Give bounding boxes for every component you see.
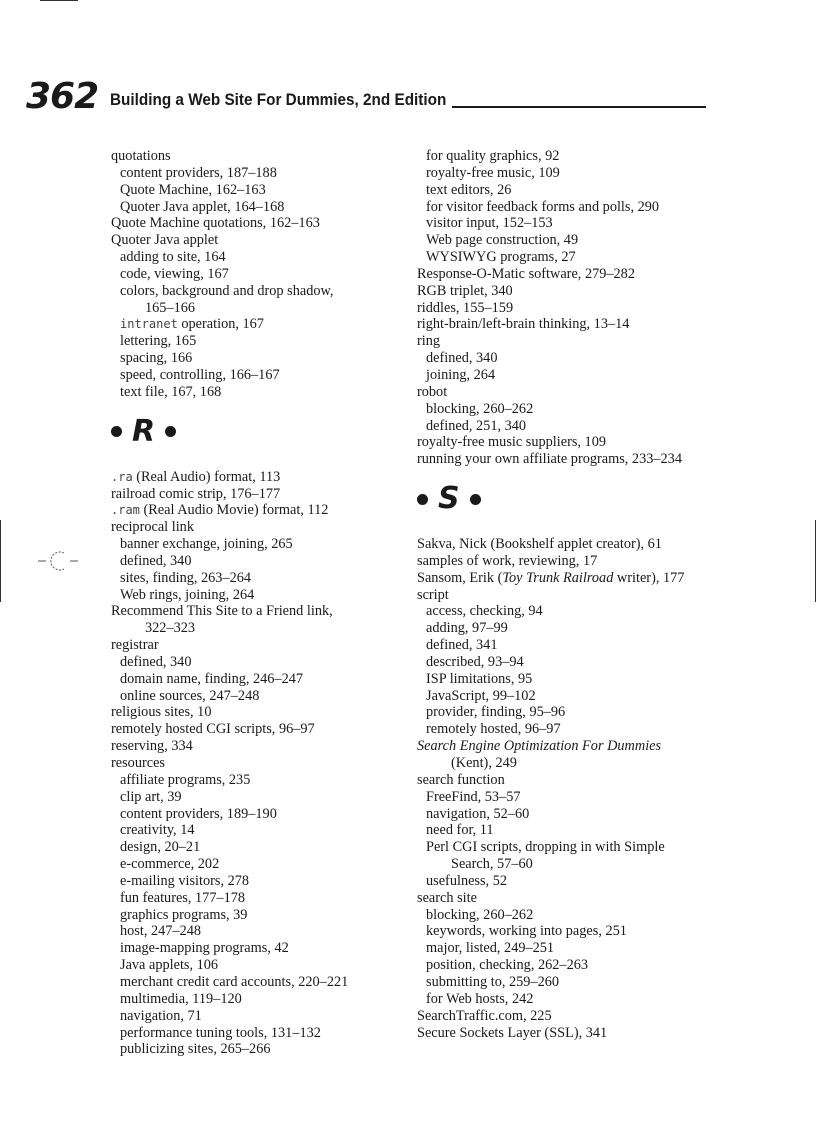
index-entry (111, 232, 406, 249)
entry-text: navigation, 52–60 (426, 805, 530, 822)
entry-text: blocking, 260–262 (426, 906, 534, 923)
bullet-icon (111, 426, 122, 437)
entry-text: SearchTraffic.com, 225 (417, 1007, 552, 1024)
entry-text: (Real Audio Movie) format, 112 (139, 502, 329, 519)
entry-text: remotely hosted CGI scripts, 96–97 (111, 721, 315, 738)
entry-text: 322–323 (145, 620, 196, 637)
index-subentry (417, 637, 717, 654)
entry-text: provider, finding, 95–96 (426, 704, 566, 721)
entry-text: sites, finding, 263–264 (120, 569, 252, 586)
index-subentry (417, 165, 717, 182)
index-entry (111, 502, 406, 519)
index-subentry (417, 907, 717, 924)
entry-text: search site (417, 889, 477, 906)
section-letter-heading (417, 478, 717, 520)
index-subentry (111, 923, 406, 940)
index-entry (417, 384, 717, 401)
index-entry (417, 333, 717, 350)
entry-text: navigation, 71 (120, 1007, 202, 1024)
index-entry (111, 704, 406, 721)
index-column-right (417, 148, 717, 1041)
index-entry (111, 148, 406, 165)
entry-text: e-commerce, 202 (120, 856, 220, 873)
entry-text: position, checking, 262–263 (426, 957, 589, 974)
index-subentry (111, 1025, 406, 1042)
index-subentry (111, 822, 406, 839)
entry-text: Search, 57–60 (451, 856, 533, 873)
crop-mark-left (0, 520, 1, 602)
code-term: .ram (111, 503, 140, 518)
index-subentry (417, 923, 717, 940)
registration-mark-icon (36, 548, 80, 574)
index-subentry (111, 316, 406, 333)
entry-text: resources (111, 755, 165, 771)
index-subentry (417, 199, 717, 216)
entry-text: reciprocal link (111, 519, 194, 536)
index-entry (417, 316, 717, 333)
entry-text: JavaScript, 99–102 (426, 687, 536, 704)
entry-text: Quote Machine quotations, 162–163 (111, 215, 320, 232)
entry-text: Web rings, joining, 264 (120, 586, 255, 603)
entry-text: royalty-free music, 109 (426, 164, 560, 181)
index-subentry (417, 991, 717, 1008)
bullet-icon (417, 494, 428, 505)
entry-text: Java applets, 106 (120, 957, 219, 974)
entry-text: for Web hosts, 242 (426, 990, 534, 1007)
index-subentry (111, 570, 406, 587)
index-entry (417, 536, 717, 553)
index-entry (417, 451, 717, 468)
entry-text: railroad comic strip, 176–177 (111, 485, 281, 502)
index-subentry (111, 772, 406, 789)
index-subentry (111, 873, 406, 890)
code-term: .ra (111, 469, 133, 484)
code-term: intranet (120, 317, 178, 332)
index-subentry (111, 587, 406, 604)
index-entry (417, 1008, 717, 1025)
entry-text: Response-O-Matic software, 279–282 (417, 265, 635, 282)
index-entry (417, 890, 717, 907)
index-subentry (111, 367, 406, 384)
entry-text: reserving, 334 (111, 738, 193, 755)
entry-text: joining, 264 (426, 366, 496, 383)
entry-text: remotely hosted, 96–97 (426, 721, 561, 738)
index-subentry (417, 148, 717, 165)
index-continuation (111, 620, 406, 637)
index-subentry (111, 789, 406, 806)
entry-text: banner exchange, joining, 265 (120, 536, 293, 553)
index-subentry (111, 806, 406, 823)
entry-text: adding to site, 164 (120, 249, 226, 266)
index-subentry (417, 215, 717, 232)
index-subentry (111, 1008, 406, 1025)
index-entry (111, 721, 406, 738)
index-entry (111, 519, 406, 536)
entry-text: Quoter Java applet, 164–168 (120, 198, 285, 215)
section-letter: R (132, 413, 156, 449)
index-subentry (111, 249, 406, 266)
index-subentry (111, 1041, 406, 1058)
index-subentry (111, 856, 406, 873)
index-subentry (417, 688, 717, 705)
entry-text: text file, 167, 168 (120, 383, 222, 400)
entry-text: speed, controlling, 166–167 (120, 366, 280, 383)
section-letter: S (438, 481, 460, 517)
index-subentry (111, 165, 406, 182)
entry-text: spacing, 166 (120, 350, 193, 367)
index-entry (417, 570, 717, 587)
entry-text: colors, background and drop shadow, (120, 282, 334, 299)
entry-text: usefulness, 52 (426, 872, 508, 889)
index-entry (111, 215, 406, 232)
entry-text: merchant credit card accounts, 220–221 (120, 973, 349, 990)
index-subentry (417, 671, 717, 688)
entry-text: Quote Machine, 162–163 (120, 181, 266, 198)
entry-text: defined, 251, 340 (426, 417, 527, 434)
entry-text: creativity, 14 (120, 822, 195, 839)
index-subentry (111, 333, 406, 350)
entry-text: host, 247–248 (120, 923, 202, 940)
index-subentry (417, 603, 717, 620)
index-subentry (417, 182, 717, 199)
crop-mark-top (40, 0, 78, 1)
index-subentry (417, 350, 717, 367)
index-subentry (417, 822, 717, 839)
entry-text: for quality graphics, 92 (426, 148, 560, 164)
index-entry (111, 603, 406, 620)
index-entry (417, 1025, 717, 1042)
entry-text: major, listed, 249–251 (426, 940, 555, 957)
index-subentry (111, 688, 406, 705)
index-column-left (111, 148, 406, 1058)
index-subentry (417, 232, 717, 249)
index-subentry (417, 839, 717, 856)
entry-text: defined, 340 (426, 350, 498, 367)
section-letter-heading (111, 411, 406, 453)
index-subentry (417, 940, 717, 957)
bullet-icon (165, 426, 176, 437)
index-subentry (111, 839, 406, 856)
index-subentry (111, 384, 406, 401)
index-subentry (111, 654, 406, 671)
index-subentry (417, 654, 717, 671)
index-entry (417, 587, 717, 604)
bullet-icon (470, 494, 481, 505)
entry-text: need for, 11 (426, 822, 494, 839)
entry-text: Web page construction, 49 (426, 232, 579, 249)
entry-text: Sakva, Nick (Bookshelf applet creator), 61 (417, 536, 662, 553)
index-entry (111, 738, 406, 755)
entry-text: domain name, finding, 246–247 (120, 670, 304, 687)
entry-text: (Kent), 249 (451, 755, 517, 771)
entry-text: graphics programs, 39 (120, 906, 248, 923)
index-subentry (417, 249, 717, 266)
entry-text: code, viewing, 167 (120, 265, 229, 282)
index-subentry (417, 873, 717, 890)
index-continuation (111, 300, 406, 317)
entry-text: ring (417, 333, 441, 350)
index-subentry (417, 721, 717, 738)
entry-text: Recommend This Site to a Friend link, (111, 603, 333, 620)
index-subentry (111, 199, 406, 216)
entry-title-italic: Toy Trunk Railroad (502, 569, 614, 586)
entry-text: multimedia, 119–120 (120, 990, 242, 1007)
entry-text: Perl CGI scripts, dropping in with Simple (426, 839, 665, 856)
index-entry (111, 755, 406, 772)
index-subentry (111, 890, 406, 907)
index-subentry (111, 266, 406, 283)
entry-title-italic: Search Engine Optimization For Dummies (417, 738, 662, 755)
entry-text: quotations (111, 148, 171, 164)
entry-text: content providers, 189–190 (120, 805, 277, 822)
entry-text: described, 93–94 (426, 653, 524, 670)
index-subentry (111, 536, 406, 553)
index-subentry (417, 418, 717, 435)
entry-text: Quoter Java applet (111, 232, 219, 249)
entry-text: image-mapping programs, 42 (120, 940, 289, 957)
entry-text: for visitor feedback forms and polls, 290 (426, 198, 660, 215)
index-entry (417, 266, 717, 283)
index-subentry (417, 367, 717, 384)
entry-text: access, checking, 94 (426, 603, 543, 620)
entry-text: publicizing sites, 265–266 (120, 1041, 271, 1058)
entry-text: FreeFind, 53–57 (426, 788, 521, 805)
index-entry (417, 300, 717, 317)
index-subentry (417, 704, 717, 721)
index-subentry (417, 974, 717, 991)
entry-text: ISP limitations, 95 (426, 670, 533, 687)
entry-text: samples of work, reviewing, 17 (417, 552, 598, 569)
index-subentry (111, 957, 406, 974)
entry-text: religious sites, 10 (111, 704, 212, 721)
entry-text: Secure Sockets Layer (SSL), 341 (417, 1024, 608, 1041)
index-subentry (111, 553, 406, 570)
index-entry (417, 434, 717, 451)
entry-text: adding, 97–99 (426, 620, 508, 637)
page-number: 362 (26, 76, 99, 117)
index-subentry (417, 789, 717, 806)
entry-text: performance tuning tools, 131–132 (120, 1024, 321, 1041)
entry-text: content providers, 187–188 (120, 164, 277, 181)
entry-text: riddles, 155–159 (417, 299, 514, 316)
entry-text: visitor input, 152–153 (426, 215, 553, 232)
index-entry (111, 637, 406, 654)
index-entry (417, 772, 717, 789)
entry-text: Sansom, Erik ( (417, 569, 503, 586)
index-subentry (111, 907, 406, 924)
running-title: Building a Web Site For Dummies, 2nd Edition (110, 90, 447, 109)
index-entry (111, 486, 406, 503)
entry-text: operation, 167 (177, 316, 264, 333)
entry-text: e-mailing visitors, 278 (120, 872, 250, 889)
index-subentry (417, 401, 717, 418)
entry-text: submitting to, 259–260 (426, 973, 560, 990)
entry-text: registrar (111, 637, 159, 654)
entry-text: affiliate programs, 235 (120, 771, 251, 788)
entry-text: online sources, 247–248 (120, 687, 260, 704)
index-subentry (417, 620, 717, 637)
index-continuation (417, 755, 717, 772)
entry-text: (Real Audio) format, 113 (132, 468, 281, 485)
entry-text: RGB triplet, 340 (417, 282, 513, 299)
entry-text-tail: writer), 177 (613, 569, 685, 586)
entry-text: search function (417, 771, 505, 788)
entry-text: defined, 340 (120, 653, 192, 670)
entry-text: defined, 341 (426, 637, 498, 654)
index-continuation (417, 856, 717, 873)
index-subentry (417, 957, 717, 974)
entry-text: 165–166 (145, 299, 196, 316)
entry-text: running your own affiliate programs, 233–234 (417, 451, 682, 468)
index-subentry (417, 806, 717, 823)
entry-text: defined, 340 (120, 552, 192, 569)
entry-text: lettering, 165 (120, 333, 197, 350)
index-subentry (111, 283, 406, 300)
index-entry (111, 469, 406, 486)
index-subentry (111, 974, 406, 991)
entry-text: script (417, 586, 449, 603)
entry-text: fun features, 177–178 (120, 889, 246, 906)
entry-text: design, 20–21 (120, 839, 201, 856)
index-subentry (111, 350, 406, 367)
index-subentry (111, 940, 406, 957)
index-entry (417, 738, 717, 755)
entry-text: clip art, 39 (120, 788, 182, 805)
index-entry (417, 553, 717, 570)
header-rule (452, 106, 706, 108)
entry-text: text editors, 26 (426, 181, 512, 198)
entry-text: keywords, working into pages, 251 (426, 923, 627, 940)
entry-text: blocking, 260–262 (426, 400, 534, 417)
entry-text: robot (417, 383, 448, 400)
entry-text: right-brain/left-brain thinking, 13–14 (417, 316, 630, 333)
index-subentry (111, 671, 406, 688)
index-subentry (111, 991, 406, 1008)
entry-text: royalty-free music suppliers, 109 (417, 434, 606, 451)
index-entry (417, 283, 717, 300)
entry-text: WYSIWYG programs, 27 (426, 249, 576, 266)
index-subentry (111, 182, 406, 199)
